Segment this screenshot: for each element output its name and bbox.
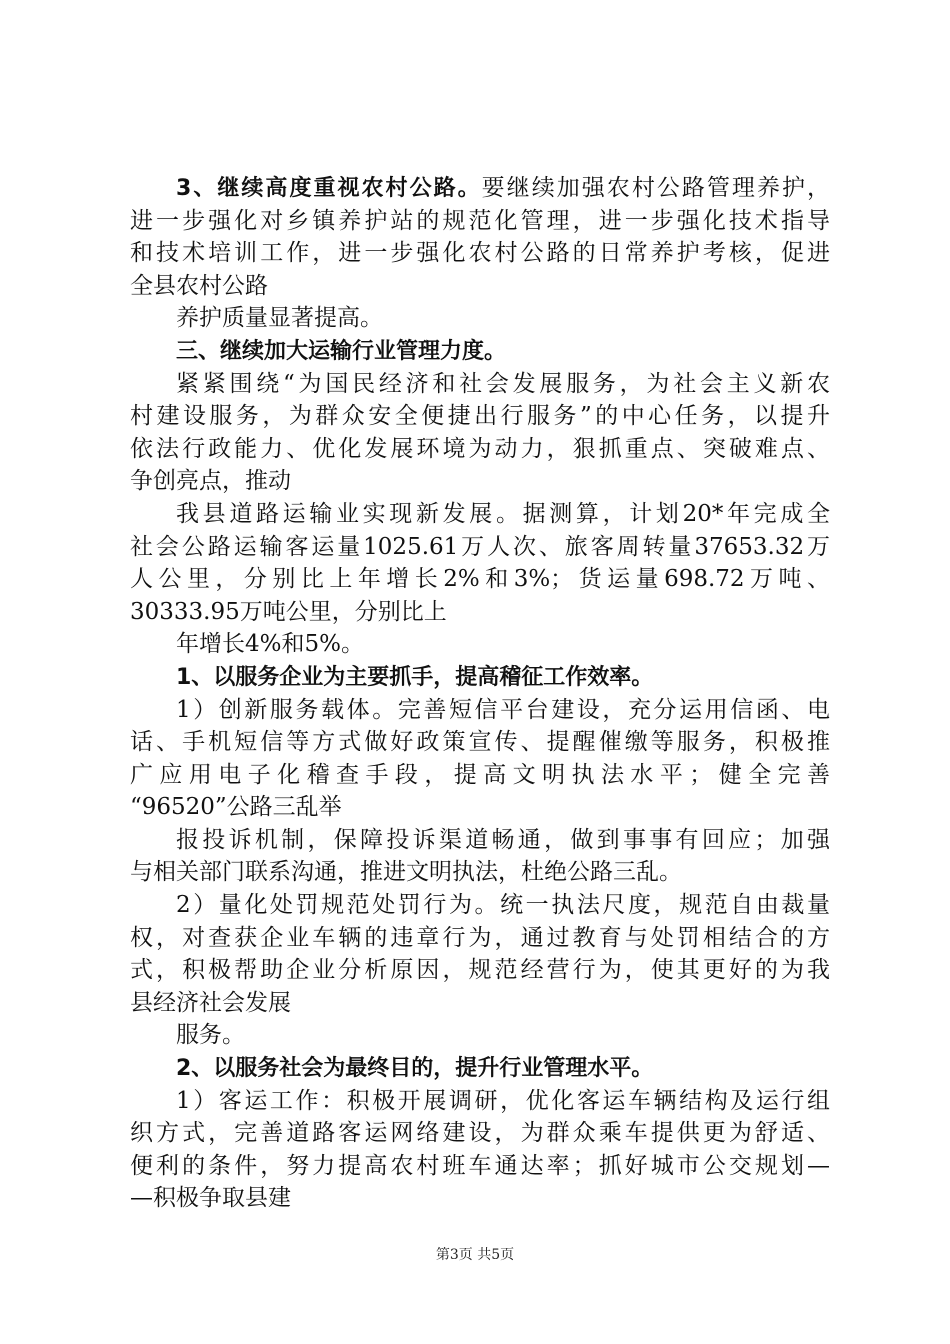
paragraph-line: 进一步强化对乡镇养护站的规范化管理，进一步强化技术指导 (130, 207, 830, 234)
paragraph-line: 便利的条件，努力提高农村班车通达率；抓好城市公交规划— (130, 1152, 830, 1179)
paragraph-line: 人公里，分别比上年增长2%和3%；货运量698.72万吨、 (130, 566, 830, 593)
paragraph-line: 式，积极帮助企业分析原因，规范经营行为，使其更好的为我 (130, 957, 830, 984)
section-heading: 1、以服务企业为主要抓手，提高稽征工作效率。 (176, 664, 654, 690)
paragraph-line: 争创亮点，推动 (130, 468, 291, 495)
section-heading: 2、以服务社会为最终目的，提升行业管理水平。 (176, 1056, 654, 1082)
section-heading: 3、继续高度重视农村公路。 (176, 176, 482, 201)
paragraph-line: 依法行政能力、优化发展环境为动力，狠抓重点、突破难点、 (130, 435, 830, 462)
paragraph-line: 全县农村公路 (130, 272, 268, 299)
paragraph-line: 和技术培训工作，进一步强化农村公路的日常养护考核，促进 (130, 240, 830, 267)
paragraph-line (130, 661, 830, 694)
body-text (130, 172, 830, 1215)
paragraph-line: 紧紧围绕“为国民经济和社会发展服务，为社会主义新农 (176, 370, 830, 397)
paragraph-line: 社会公路运输客运量1025.61万人次、旅客周转量37653.32万 (130, 533, 830, 560)
paragraph-line (130, 1052, 830, 1085)
paragraph-line: 广应用电子化稽查手段，提高文明执法水平；健全完善 (130, 761, 830, 788)
paragraph-line: 1）创新服务载体。完善短信平台建设，充分运用信函、电 (176, 696, 830, 723)
paragraph-line: “96520”公路三乱举 (130, 794, 342, 821)
paragraph-line: 与相关部门联系沟通，推进文明执法，杜绝公路三乱。 (130, 859, 682, 886)
paragraph-line (130, 335, 830, 368)
paragraph-line: 1）客运工作：积极开展调研，优化客运车辆结构及运行组 (176, 1087, 830, 1114)
section-heading: 三、继续加大运输行业管理力度。 (176, 338, 507, 364)
paragraph-line: 织方式，完善道路客运网络建设，为群众乘车提供更为舒适、 (130, 1120, 830, 1147)
paragraph-line: 报投诉机制，保障投诉渠道畅通，做到事事有回应；加强 (176, 826, 830, 853)
paragraph-line: 服务。 (176, 1022, 245, 1049)
paragraph-line: 县经济社会发展 (130, 989, 291, 1016)
page-number-footer: 第3页 共5页 (435, 1247, 515, 1263)
paragraph-line: 年增长4%和5%。 (176, 631, 364, 658)
paragraph-line: 我县道路运输业实现新发展。据测算，计划20*年完成全 (176, 500, 830, 527)
paragraph-line: 村建设服务，为群众安全便捷出行服务”的中心任务，以提升 (130, 403, 830, 430)
paragraph-line: —积极争取县建 (130, 1185, 291, 1212)
paragraph-line: 权，对查获企业车辆的违章行为，通过教育与处罚相结合的方 (130, 924, 830, 951)
paragraph-line: 3、继续高度重视农村公路。要继续加强农村公路管理养护， (176, 175, 830, 201)
paragraph-line: 30333.95万吨公里，分别比上 (130, 598, 447, 625)
paragraph-line: 2）量化处罚规范处罚行为。统一执法尺度，规范自由裁量 (176, 892, 830, 919)
paragraph-line: 话、手机短信等方式做好政策宣传、提醒催缴等服务，积极推 (130, 729, 830, 756)
paragraph-line: 养护质量显著提高。 (176, 305, 383, 332)
